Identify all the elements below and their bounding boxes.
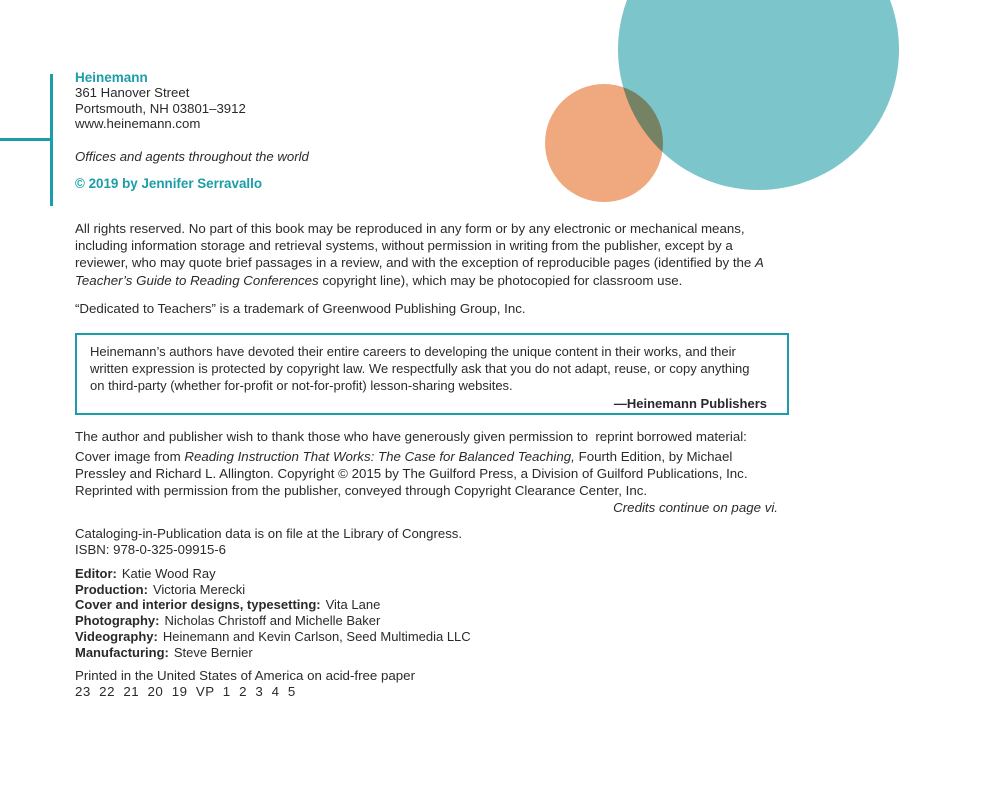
printed-statement: Printed in the United States of America on acid-free paper bbox=[75, 668, 415, 683]
orange-circle-decoration bbox=[545, 84, 663, 202]
text-segment: A Teacher’s Guide to Reading Conferences bbox=[75, 255, 764, 288]
isbn: ISBN: 978-0-325-09915-6 bbox=[75, 541, 227, 557]
credit-label: Production: bbox=[75, 581, 148, 597]
publisher-notice-box bbox=[75, 333, 789, 415]
offices-note: Offices and agents throughout the world bbox=[75, 149, 309, 164]
credits-continuation-note: Credits continue on page vi. bbox=[613, 500, 778, 515]
cataloging-block bbox=[75, 526, 462, 557]
cover-image-credit bbox=[75, 448, 778, 500]
teal-horizontal-rule bbox=[0, 138, 51, 141]
publisher-name: Heinemann bbox=[75, 70, 148, 85]
credit-line bbox=[75, 597, 471, 613]
text-segment: All rights reserved. No part of this book may be reproduced in any form or by any electronic or mechanical means, including information storage and retrieval systems, without permission in writing from the publisher, except by a reviewer, who may quote brief passages in a review, and with the exception of reproducible pages (identified by the bbox=[75, 221, 756, 271]
publisher-website: www.heinemann.com bbox=[75, 115, 201, 131]
credit-label: Editor: bbox=[75, 566, 117, 581]
text-segment: Cover image from bbox=[75, 449, 185, 464]
credit-value: Heinemann and Kevin Carlson, Seed Multimedia LLC bbox=[162, 628, 471, 644]
impression-number-line: 23 22 21 20 19 VP 1 2 3 4 5 bbox=[75, 684, 296, 699]
credit-value: Vita Lane bbox=[325, 597, 381, 613]
publisher-address-line1: 361 Hanover Street bbox=[75, 85, 190, 101]
credit-label: Videography: bbox=[75, 628, 158, 644]
credit-line bbox=[75, 582, 471, 598]
credit-value: Nicholas Christoff and Michelle Baker bbox=[164, 613, 381, 629]
rights-paragraph bbox=[75, 220, 778, 289]
text-segment: Fourth Edition, by Michael Pressley and Richard L. Allington. Copyright © 2015 by The Guilford Press, a Division of Guilford Publications, Inc. Reprinted with permission from the publisher, conveyed through Copyright Clearance Center, Inc. bbox=[75, 449, 748, 499]
credit-label: Cover and interior designs, typesetting: bbox=[75, 597, 321, 613]
publisher-address-line2: Portsmouth, NH 03801–3912 bbox=[75, 100, 246, 116]
teal-circle-decoration bbox=[618, 0, 899, 190]
publisher-block bbox=[75, 70, 246, 131]
credit-label: Manufacturing: bbox=[75, 644, 169, 660]
staff-credits-list bbox=[75, 566, 471, 660]
credit-line bbox=[75, 613, 471, 629]
credit-line bbox=[75, 629, 471, 645]
credit-value: Steve Bernier bbox=[173, 644, 253, 660]
credit-label: Photography: bbox=[75, 613, 160, 629]
text-segment: Reading Instruction That Works: The Case for Balanced Teaching, bbox=[184, 449, 575, 464]
credit-line bbox=[75, 566, 471, 582]
cataloging-statement: Cataloging-in-Publication data is on file at the Library of Congress. bbox=[75, 526, 463, 541]
notice-attribution: —Heinemann Publishers bbox=[613, 396, 767, 411]
permissions-intro: The author and publisher wish to thank those who have generously given permission to reprint borrowed material: bbox=[75, 429, 747, 444]
copyright-notice: © 2019 by Jennifer Serravallo bbox=[75, 176, 263, 191]
credit-line bbox=[75, 645, 471, 661]
trademark-statement: “Dedicated to Teachers” is a trademark of Greenwood Publishing Group, Inc. bbox=[75, 301, 526, 316]
credit-value: Victoria Merecki bbox=[152, 581, 246, 597]
notice-text: Heinemann’s authors have devoted their entire careers to developing the unique content in their works, and their written expression is protected by copyright law. We respectfully ask that you do not adapt, reuse, or copy anything on third-party (whether for-profit or not-for-profit) lesson-sharing websites. bbox=[90, 344, 750, 393]
credit-value: Katie Wood Ray bbox=[121, 566, 216, 581]
text-segment: copyright line), which may be photocopied for classroom use. bbox=[318, 272, 683, 288]
